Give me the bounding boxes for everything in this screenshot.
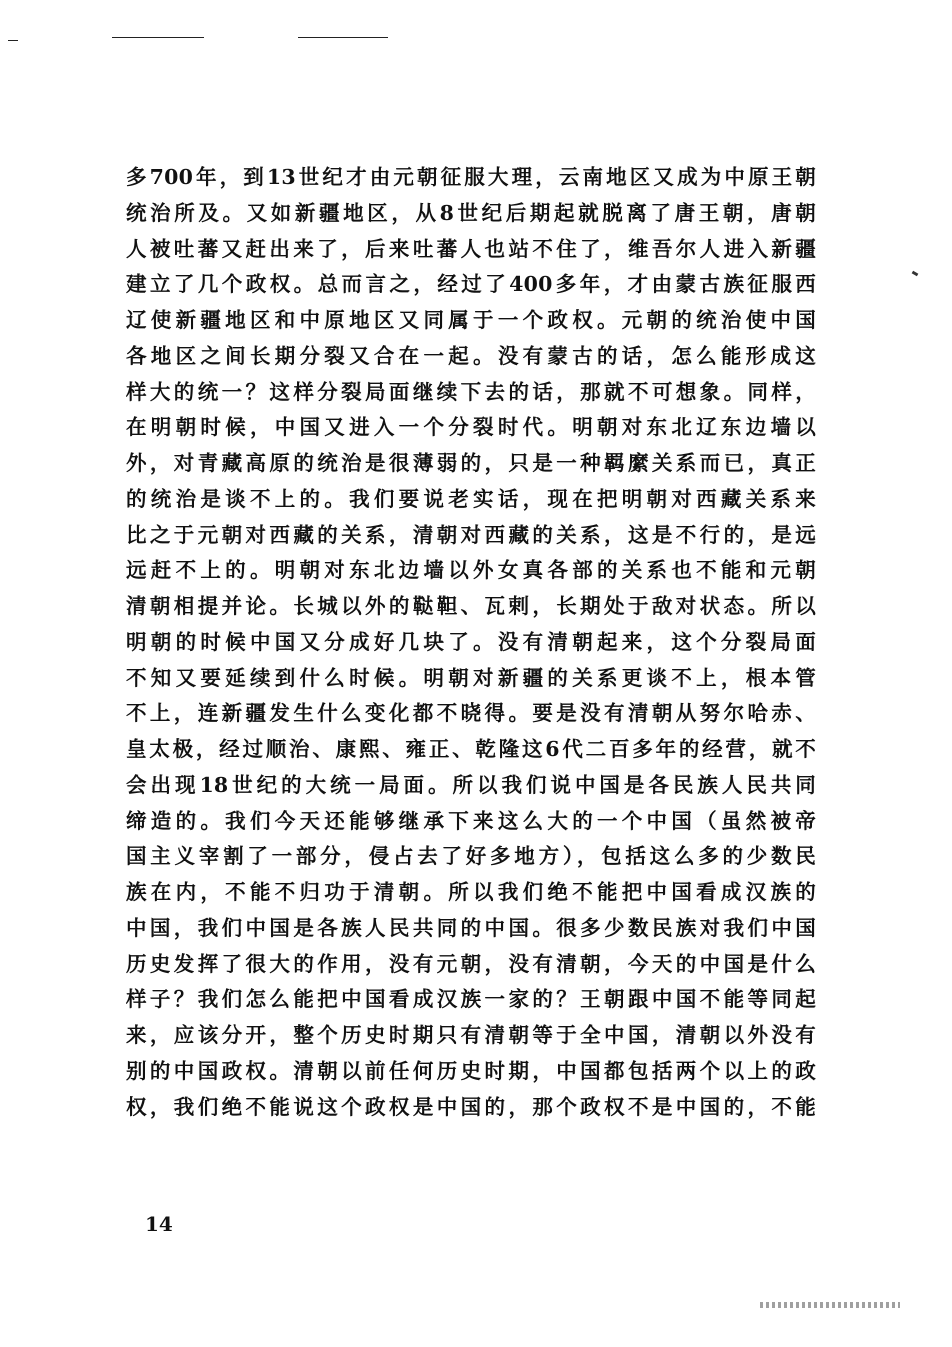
text-line: 来，应该分开，整个历史时期只有清朝等于全中国，清朝以外没有: [126, 1023, 816, 1047]
text-line: 国主义宰割了一部分，侵占去了好多地方），包括这么多的少数民: [126, 844, 816, 869]
text-line: 不上，连新疆发生什么变化都不晓得。要是没有清朝从努尔哈赤、: [126, 701, 816, 726]
text-line: 样大的统一？这样分裂局面继续下去的话，那就不可想象。同样，: [126, 379, 816, 404]
text-line: 远赶不上的。明朝对东北边墙以外女真各部的关系也不能和元朝: [126, 558, 816, 583]
text-line: 不知又要延续到什么时候。明朝对新疆的关系更谈不上，根本管: [126, 665, 816, 690]
page-number: 14: [145, 1212, 173, 1236]
text-line: 比之于元朝对西藏的关系，清朝对西藏的关系，这是不行的，是远: [126, 522, 816, 547]
text-line: 建立了几个政权。总而言之，经过了400多年，才由蒙古族征服西: [126, 272, 816, 297]
text-line: 辽使新疆地区和中原地区又同属于一个政权。元朝的统治使中国: [126, 308, 816, 332]
header-rule-tick: [8, 40, 18, 41]
text-line: 中国，我们中国是各族人民共同的中国。很多少数民族对我们中国: [126, 915, 816, 940]
text-line: 统治所及。又如新疆地区，从8世纪后期起就脱离了唐王朝，唐朝: [126, 200, 816, 225]
text-line: 外，对青藏高原的统治是很薄弱的，只是一种羁縻关系而已，真正: [126, 451, 816, 475]
text-line: 权，我们绝不能说这个政权是中国的，那个政权不是中国的，不能: [126, 1094, 816, 1119]
text-line: 皇太极，经过顺治、康熙、雍正、乾隆这6代二百多年的经营，就不: [126, 737, 816, 761]
text-line: 样子？我们怎么能把中国看成汉族一家的？王朝跟中国不能等同起: [126, 987, 816, 1012]
text-line: 在明朝时候，中国又进入一个分裂时代。明朝对东北辽东边墙以: [126, 415, 816, 440]
text-line: 明朝的时候中国又分成好几块了。没有清朝起来，这个分裂局面: [126, 629, 816, 654]
header-rule-right: [298, 37, 388, 38]
scan-artifact: [760, 1302, 900, 1308]
body-text: [126, 160, 816, 1125]
text-line: 族在内，不能不归功于清朝。所以我们绝不能把中国看成汉族的: [126, 880, 816, 904]
text-line: 的统治是谈不上的。我们要说老实话，现在把明朝对西藏关系来: [126, 486, 816, 511]
margin-mark: [912, 271, 919, 277]
text-line: 多700年，到13世纪才由元朝征服大理，云南地区又成为中原王朝: [126, 165, 816, 189]
header-rule-left: [112, 37, 204, 38]
text-line: 人被吐蕃又赶出来了，后来吐蕃人也站不住了，维吾尔人进入新疆: [126, 236, 816, 261]
text-line: 缔造的。我们今天还能够继承下来这么大的一个中国（虽然被帝: [126, 808, 816, 833]
text-line: 各地区之间长期分裂又合在一起。没有蒙古的话，怎么能形成这: [126, 343, 816, 368]
text-line: 清朝相提并论。长城以外的鞑靼、瓦剌，长期处于敌对状态。所以: [126, 594, 816, 618]
text-line: 会出现18世纪的大统一局面。所以我们说中国是各民族人民共同: [126, 772, 816, 797]
text-line: 别的中国政权。清朝以前任何历史时期，中国都包括两个以上的政: [126, 1058, 816, 1083]
text-line: 历史发挥了很大的作用，没有元朝，没有清朝，今天的中国是什么: [126, 951, 816, 976]
